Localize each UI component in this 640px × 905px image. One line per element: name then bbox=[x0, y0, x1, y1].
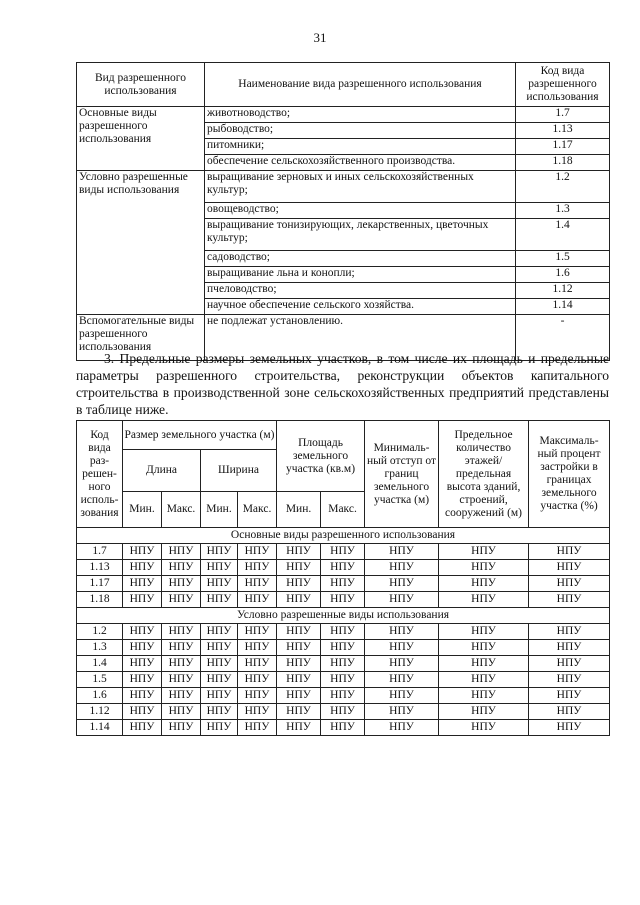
value-cell: НПУ bbox=[439, 592, 529, 608]
use-name: обеспечение сельскохозяйственного производства. bbox=[205, 155, 516, 171]
value-cell: НПУ bbox=[238, 576, 277, 592]
table-row bbox=[77, 544, 610, 560]
hdr-area: Площадь земельного участка (кв.м) bbox=[277, 421, 365, 492]
value-cell: НПУ bbox=[365, 544, 439, 560]
value-cell: НПУ bbox=[529, 544, 610, 560]
value-cell: НПУ bbox=[321, 624, 365, 640]
value-cell: НПУ bbox=[277, 672, 321, 688]
value-cell: НПУ bbox=[529, 656, 610, 672]
table-row bbox=[77, 688, 610, 704]
use-code: 1.5 bbox=[516, 251, 610, 267]
row-code: 1.6 bbox=[77, 688, 123, 704]
value-cell: НПУ bbox=[365, 656, 439, 672]
value-cell: НПУ bbox=[277, 688, 321, 704]
section-title: Условно разрешенные виды использования bbox=[77, 608, 610, 624]
value-cell: НПУ bbox=[162, 544, 201, 560]
value-cell: НПУ bbox=[439, 704, 529, 720]
code-header: Код вида разрешенного использования bbox=[516, 63, 610, 107]
value-cell: НПУ bbox=[439, 640, 529, 656]
use-code: 1.6 bbox=[516, 267, 610, 283]
value-cell: НПУ bbox=[321, 688, 365, 704]
value-cell: НПУ bbox=[365, 672, 439, 688]
group-label: Вспомогательные виды разрешенного использования bbox=[77, 315, 205, 361]
value-cell: НПУ bbox=[277, 560, 321, 576]
value-cell: НПУ bbox=[123, 576, 162, 592]
row-code: 1.17 bbox=[77, 576, 123, 592]
table-row bbox=[77, 656, 610, 672]
value-cell: НПУ bbox=[201, 624, 238, 640]
value-cell: НПУ bbox=[439, 672, 529, 688]
value-cell: НПУ bbox=[321, 720, 365, 736]
use-name: животноводство; bbox=[205, 107, 516, 123]
value-cell: НПУ bbox=[201, 592, 238, 608]
value-cell: НПУ bbox=[529, 624, 610, 640]
value-cell: НПУ bbox=[162, 672, 201, 688]
hdr-area-min: Мин. bbox=[277, 492, 321, 528]
group-label: Основные виды разрешенного использования bbox=[77, 107, 205, 171]
value-cell: НПУ bbox=[365, 704, 439, 720]
value-cell: НПУ bbox=[321, 640, 365, 656]
parameters-table bbox=[76, 420, 610, 736]
value-cell: НПУ bbox=[365, 624, 439, 640]
value-cell: НПУ bbox=[321, 544, 365, 560]
hdr-length-min: Мин. bbox=[123, 492, 162, 528]
table-row bbox=[77, 107, 610, 123]
value-cell: НПУ bbox=[162, 560, 201, 576]
use-name: выращивание тонизирующих, лекарственных, цветочных культур; bbox=[205, 219, 516, 251]
value-cell: НПУ bbox=[162, 592, 201, 608]
value-cell: НПУ bbox=[439, 576, 529, 592]
value-cell: НПУ bbox=[321, 656, 365, 672]
value-cell: НПУ bbox=[277, 624, 321, 640]
value-cell: НПУ bbox=[162, 576, 201, 592]
value-cell: НПУ bbox=[238, 672, 277, 688]
value-cell: НПУ bbox=[238, 656, 277, 672]
use-name: питомники; bbox=[205, 139, 516, 155]
value-cell: НПУ bbox=[321, 704, 365, 720]
value-cell: НПУ bbox=[277, 640, 321, 656]
group-label: Условно разрешенные виды использования bbox=[77, 171, 205, 315]
name-header: Наименование вида разрешенного использования bbox=[205, 63, 516, 107]
row-code: 1.13 bbox=[77, 560, 123, 576]
value-cell: НПУ bbox=[123, 704, 162, 720]
value-cell: НПУ bbox=[123, 624, 162, 640]
value-cell: НПУ bbox=[201, 704, 238, 720]
use-name: научное обеспечение сельского хозяйства. bbox=[205, 299, 516, 315]
value-cell: НПУ bbox=[123, 688, 162, 704]
value-cell: НПУ bbox=[123, 720, 162, 736]
value-cell: НПУ bbox=[529, 688, 610, 704]
value-cell: НПУ bbox=[321, 672, 365, 688]
value-cell: НПУ bbox=[321, 560, 365, 576]
value-cell: НПУ bbox=[238, 704, 277, 720]
hdr-code: Код вида раз-решен-ного исполь-зования bbox=[77, 421, 123, 528]
table-row bbox=[77, 720, 610, 736]
section-title: Основные виды разрешенного использования bbox=[77, 528, 610, 544]
value-cell: НПУ bbox=[123, 544, 162, 560]
value-cell: НПУ bbox=[277, 656, 321, 672]
hdr-size: Размер земельного участка (м) bbox=[123, 421, 277, 450]
hdr-width: Ширина bbox=[201, 450, 277, 492]
page-number: 31 bbox=[313, 30, 327, 45]
use-name: садоводство; bbox=[205, 251, 516, 267]
value-cell: НПУ bbox=[277, 720, 321, 736]
value-cell: НПУ bbox=[123, 560, 162, 576]
row-code: 1.2 bbox=[77, 624, 123, 640]
use-code: - bbox=[516, 315, 610, 361]
use-code: 1.3 bbox=[516, 203, 610, 219]
value-cell: НПУ bbox=[123, 656, 162, 672]
value-cell: НПУ bbox=[238, 544, 277, 560]
table-row bbox=[77, 576, 610, 592]
value-cell: НПУ bbox=[529, 592, 610, 608]
view-header: Вид разрешенного использования bbox=[77, 63, 205, 107]
use-name: выращивание льна и конопли; bbox=[205, 267, 516, 283]
value-cell: НПУ bbox=[201, 544, 238, 560]
value-cell: НПУ bbox=[529, 560, 610, 576]
hdr-width-min: Мин. bbox=[201, 492, 238, 528]
value-cell: НПУ bbox=[162, 624, 201, 640]
hdr-width-max: Макс. bbox=[238, 492, 277, 528]
row-code: 1.12 bbox=[77, 704, 123, 720]
permitted-use-table bbox=[76, 62, 610, 361]
row-code: 1.7 bbox=[77, 544, 123, 560]
hdr-setback: Минималь-ный отступ от границ земельного участка (м) bbox=[365, 421, 439, 528]
value-cell: НПУ bbox=[321, 592, 365, 608]
value-cell: НПУ bbox=[439, 688, 529, 704]
use-code: 1.14 bbox=[516, 299, 610, 315]
table-row bbox=[77, 592, 610, 608]
value-cell: НПУ bbox=[238, 688, 277, 704]
table-row bbox=[77, 171, 610, 203]
value-cell: НПУ bbox=[365, 592, 439, 608]
value-cell: НПУ bbox=[162, 704, 201, 720]
use-code: 1.18 bbox=[516, 155, 610, 171]
use-code: 1.13 bbox=[516, 123, 610, 139]
use-code: 1.2 bbox=[516, 171, 610, 203]
value-cell: НПУ bbox=[201, 688, 238, 704]
value-cell: НПУ bbox=[529, 704, 610, 720]
value-cell: НПУ bbox=[439, 544, 529, 560]
use-code: 1.4 bbox=[516, 219, 610, 251]
paragraph-3: 3. Предельные размеры земельных участков, в том числе их площадь и предельные параметры разрешенного строительства, реконструкции объектов капитального строительства в производственной зоне сельскохозяйственных предприятий представлены в таблице ниже. bbox=[76, 351, 609, 417]
value-cell: НПУ bbox=[201, 656, 238, 672]
use-name: овощеводство; bbox=[205, 203, 516, 219]
table-row bbox=[77, 704, 610, 720]
value-cell: НПУ bbox=[529, 576, 610, 592]
value-cell: НПУ bbox=[277, 704, 321, 720]
value-cell: НПУ bbox=[365, 560, 439, 576]
value-cell: НПУ bbox=[439, 560, 529, 576]
value-cell: НПУ bbox=[365, 720, 439, 736]
use-code: 1.17 bbox=[516, 139, 610, 155]
table-row bbox=[77, 624, 610, 640]
use-code: 1.12 bbox=[516, 283, 610, 299]
table-row bbox=[77, 560, 610, 576]
value-cell: НПУ bbox=[123, 640, 162, 656]
row-code: 1.5 bbox=[77, 672, 123, 688]
value-cell: НПУ bbox=[529, 672, 610, 688]
hdr-length-max: Макс. bbox=[162, 492, 201, 528]
table-row bbox=[77, 672, 610, 688]
value-cell: НПУ bbox=[365, 640, 439, 656]
use-name: выращивание зерновых и иных сельскохозяйственных культур; bbox=[205, 171, 516, 203]
table-row bbox=[77, 640, 610, 656]
value-cell: НПУ bbox=[365, 688, 439, 704]
value-cell: НПУ bbox=[238, 640, 277, 656]
value-cell: НПУ bbox=[123, 672, 162, 688]
hdr-floors: Предельное количество этажей/ предельная высота зданий, строений, сооружений (м) bbox=[439, 421, 529, 528]
hdr-length: Длина bbox=[123, 450, 201, 492]
row-code: 1.3 bbox=[77, 640, 123, 656]
value-cell: НПУ bbox=[529, 720, 610, 736]
row-code: 1.18 bbox=[77, 592, 123, 608]
value-cell: НПУ bbox=[439, 656, 529, 672]
value-cell: НПУ bbox=[162, 688, 201, 704]
value-cell: НПУ bbox=[162, 640, 201, 656]
value-cell: НПУ bbox=[277, 592, 321, 608]
value-cell: НПУ bbox=[201, 576, 238, 592]
value-cell: НПУ bbox=[201, 560, 238, 576]
value-cell: НПУ bbox=[321, 576, 365, 592]
value-cell: НПУ bbox=[162, 720, 201, 736]
use-name: не подлежат установлению. bbox=[205, 315, 516, 361]
use-name: пчеловодство; bbox=[205, 283, 516, 299]
value-cell: НПУ bbox=[365, 576, 439, 592]
row-code: 1.4 bbox=[77, 656, 123, 672]
value-cell: НПУ bbox=[238, 624, 277, 640]
value-cell: НПУ bbox=[238, 720, 277, 736]
value-cell: НПУ bbox=[201, 640, 238, 656]
value-cell: НПУ bbox=[201, 720, 238, 736]
hdr-area-max: Макс. bbox=[321, 492, 365, 528]
use-name: рыбоводство; bbox=[205, 123, 516, 139]
use-code: 1.7 bbox=[516, 107, 610, 123]
value-cell: НПУ bbox=[162, 656, 201, 672]
value-cell: НПУ bbox=[238, 560, 277, 576]
value-cell: НПУ bbox=[439, 624, 529, 640]
value-cell: НПУ bbox=[277, 544, 321, 560]
value-cell: НПУ bbox=[277, 576, 321, 592]
value-cell: НПУ bbox=[201, 672, 238, 688]
value-cell: НПУ bbox=[123, 592, 162, 608]
value-cell: НПУ bbox=[529, 640, 610, 656]
value-cell: НПУ bbox=[238, 592, 277, 608]
value-cell: НПУ bbox=[439, 720, 529, 736]
row-code: 1.14 bbox=[77, 720, 123, 736]
hdr-coverage: Максималь-ный процент застройки в границах земельного участка (%) bbox=[529, 421, 610, 528]
